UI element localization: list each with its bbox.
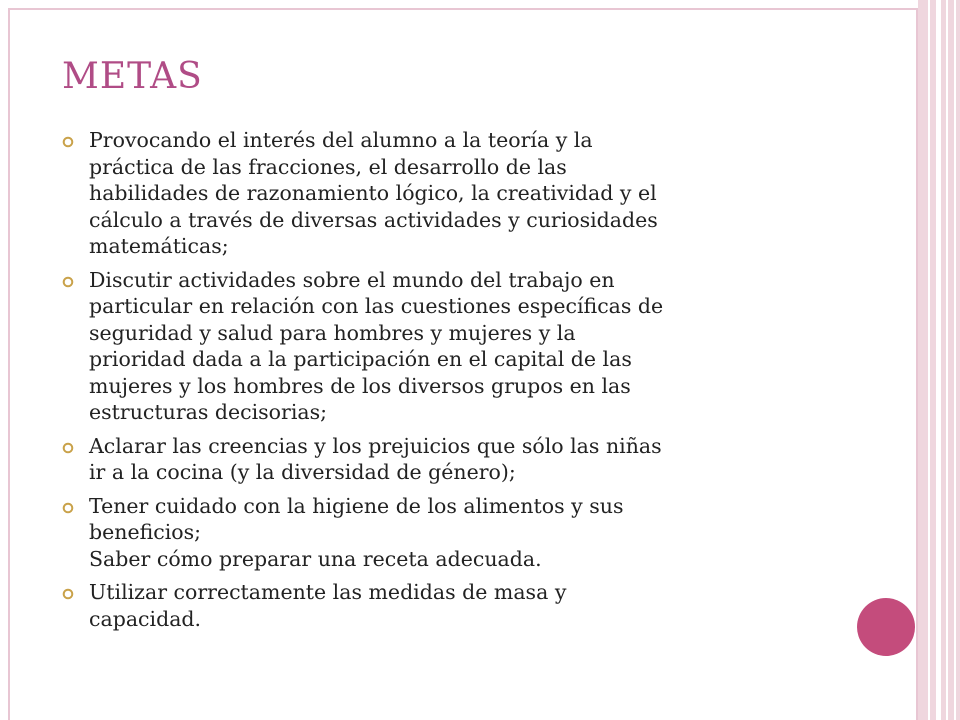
bullet-line: habilidades de razonamiento lógico, la creatividad y el bbox=[89, 181, 657, 205]
hollow-circle-bullet-icon bbox=[62, 136, 74, 148]
bullet-line: matemáticas; bbox=[89, 234, 229, 258]
bullet-list bbox=[62, 127, 842, 639]
bullet-item bbox=[62, 433, 842, 486]
bullet-line: Utilizar correctamente las medidas de masa y bbox=[89, 580, 567, 604]
bullet-line: estructuras decisorias; bbox=[89, 400, 328, 424]
bullet-line: mujeres y los hombres de los diversos grupos en las bbox=[89, 373, 631, 398]
bullet-line: cálculo a través de diversas actividades y curiosidades bbox=[89, 207, 658, 232]
bullet-line: Tener cuidado con la higiene de los alimentos y sus bbox=[89, 493, 624, 518]
bullet-line: Provocando el interés del alumno a la teoría y la bbox=[89, 128, 593, 152]
bullet-line: Aclarar las creencias y los prejuicios que sólo las niñas bbox=[89, 433, 662, 458]
stripe-divider bbox=[928, 0, 930, 720]
bullet-item bbox=[62, 579, 842, 632]
stripe-divider bbox=[936, 0, 941, 720]
bullet-line: beneficios; bbox=[89, 520, 202, 544]
bullet-line: particular en relación con las cuestiones específicas de bbox=[89, 294, 664, 318]
bullet-line: ir a la cocina (y la diversidad de género); bbox=[89, 460, 516, 484]
hollow-circle-bullet-icon bbox=[62, 588, 74, 600]
bullet-item bbox=[62, 127, 842, 260]
slide-title: METAS bbox=[62, 56, 203, 97]
bullet-line: Discutir actividades sobre el mundo del trabajo en bbox=[89, 267, 615, 292]
bullet-line: práctica de las fracciones, el desarrollo de las bbox=[89, 154, 567, 179]
stripe-divider bbox=[946, 0, 948, 720]
stripe-divider bbox=[954, 0, 956, 720]
hollow-circle-bullet-icon bbox=[62, 442, 74, 454]
bullet-line: seguridad y salud para hombres y mujeres y la bbox=[89, 320, 576, 345]
bullet-line: Saber cómo preparar una receta adecuada. bbox=[89, 546, 542, 571]
bullet-line: prioridad dada a la participación en el capital de las bbox=[89, 347, 632, 371]
bullet-item bbox=[62, 493, 842, 573]
bullet-line: capacidad. bbox=[89, 606, 202, 631]
decorative-stripes bbox=[918, 0, 960, 720]
pink-circle-icon bbox=[857, 598, 915, 656]
hollow-circle-bullet-icon bbox=[62, 276, 74, 288]
bullet-item bbox=[62, 267, 842, 426]
hollow-circle-bullet-icon bbox=[62, 502, 74, 514]
